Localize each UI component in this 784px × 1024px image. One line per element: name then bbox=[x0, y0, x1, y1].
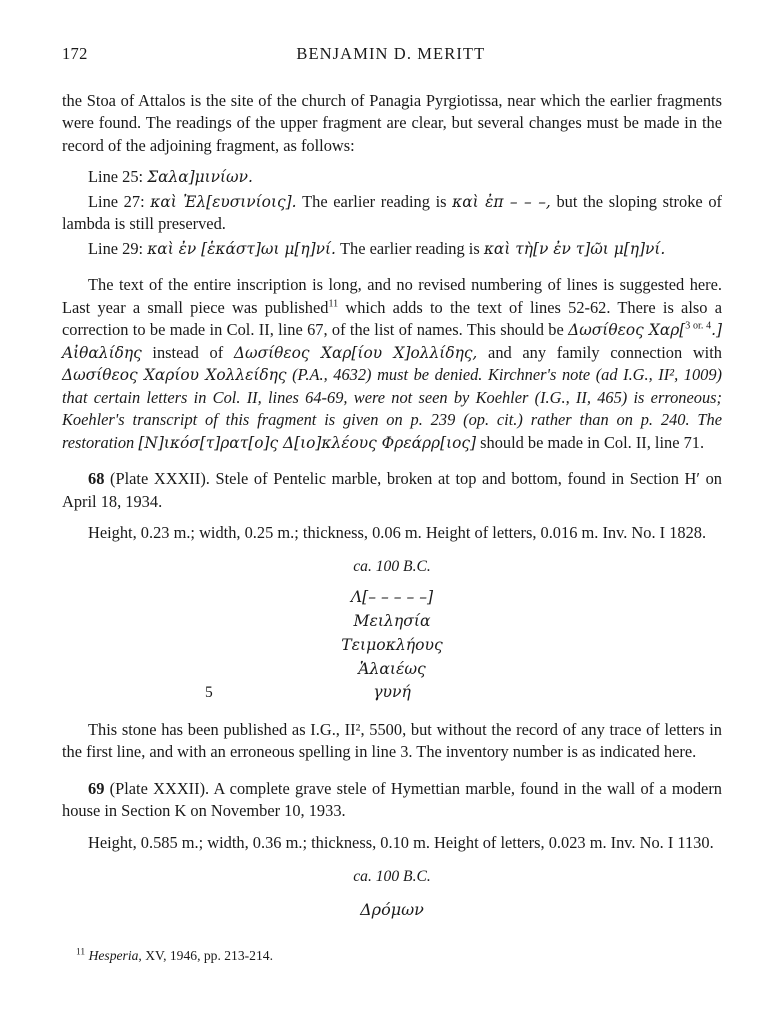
line-29-label: Line 29: bbox=[88, 238, 144, 258]
inscription-line-text: Λ[– – – – –] bbox=[350, 588, 434, 607]
para2-greek-3: Δωσίθεος Χαρίου Χολλείδης bbox=[62, 366, 287, 385]
inscription-line bbox=[257, 634, 527, 658]
inscription-line-text: Τειμοκλήους bbox=[341, 635, 443, 654]
para2-part-c: instead of bbox=[152, 342, 224, 362]
entry-68-number: 68 bbox=[88, 469, 105, 489]
entry-68 bbox=[62, 468, 722, 513]
entry-68-commentary: This stone has been published as I.G., II², 5500, but without the record of any trace of letters in the first line, and with an erroneous spelling in line 3. The inventory number is as indicated here. bbox=[62, 719, 722, 762]
inscription-line-number: 5 bbox=[205, 684, 213, 702]
paragraph-continuation: the Stoa of Attalos is the site of the church of Panagia Pyrgiotissa, near which the earlier fragments were found. The readings of the upper fragment are clear, but several changes must be made in the record of the adjoining fragment, as follows: bbox=[62, 91, 722, 155]
inscription-line bbox=[257, 658, 527, 682]
inscription-line bbox=[257, 610, 527, 634]
para2-part-d: and any family connection with bbox=[488, 342, 722, 362]
entry-69-text: (Plate XXXII). A complete grave stele of Hymettian marble, found in the wall of a modern house in Section K on November 10, 1933. bbox=[62, 778, 722, 821]
line-29-text-mid: The earlier reading is bbox=[340, 238, 480, 258]
entry-68-text: (Plate XXXII). Stele of Pentelic marble, broken at top and bottom, found in Section H′ on April 18, 1934. bbox=[62, 469, 722, 511]
entry-69-number: 69 bbox=[88, 778, 105, 798]
entry-69-date: ca. 100 B.C. bbox=[353, 868, 431, 886]
running-title: BENJAMIN D. MERITT bbox=[296, 44, 486, 63]
entry-68-date: ca. 100 B.C. bbox=[353, 558, 431, 576]
inscription-line-text: γυνή bbox=[373, 683, 411, 702]
line-27-note bbox=[62, 191, 722, 236]
para2-greek-1-sup: 3 or. 4 bbox=[685, 320, 712, 332]
running-head bbox=[62, 44, 722, 64]
line-29-note bbox=[62, 238, 722, 260]
entry-69-inscription-line: Δρόμων bbox=[360, 900, 424, 920]
para2-greek-2: Δωσίθεος Χαρ[ίου Χ]ολλίδης, bbox=[233, 343, 478, 362]
para2-greek-4: [Ν]ικόσ[τ]ρατ[ο]ς Δ[ιο]κλέους Φρεάρρ[ιος] bbox=[138, 433, 477, 452]
page-content bbox=[62, 44, 722, 919]
para2-part-a: The text of the entire inscription is long, and no revised numbering of lines is suggested here. Last year a small piece was published bbox=[62, 275, 722, 317]
entry-69-measurements: Height, 0.585 m.; width, 0.36 m.; thickness, 0.10 m. Height of letters, 0.023 m. Inv. No. I 1130. bbox=[88, 832, 714, 852]
entry-68-measurements: Height, 0.23 m.; width, 0.25 m.; thickness, 0.06 m. Height of letters, 0.016 m. Inv. No. I 1828. bbox=[88, 522, 707, 542]
para2-part-b: which adds to the text of lines 52-62. There is also a correction to be made in Col. II, line 67, of the list of names. This should be bbox=[62, 297, 722, 340]
inscription-line bbox=[257, 586, 527, 610]
line-25-label: Line 25: bbox=[88, 167, 144, 187]
line-29-greek-reading: καὶ ἐν [ἑκάστ]ωι μ[η]νί. bbox=[147, 239, 336, 258]
line-25-greek: Σαλα]μινίων. bbox=[147, 168, 253, 187]
inscription-line bbox=[205, 681, 527, 705]
line-27-text-tail: but the sloping stroke of lambda is still preserved. bbox=[62, 191, 722, 234]
line-29-greek-earlier: καὶ τὴ[ν ἐν τ]ῶι μ[η]νί. bbox=[483, 239, 666, 258]
line-27-label: Line 27: bbox=[88, 191, 145, 211]
footnote-journal: Hesperia bbox=[88, 948, 139, 963]
inscription-line-text: Ἁλαιέως bbox=[358, 659, 426, 678]
page-number: 172 bbox=[62, 44, 88, 63]
para2-part-e: (P.A., 4632) must be denied. Kirchner's note (ad I.G., II², 1009) that certain letters in Col. II, lines 64-69, were not seen by Koehler (I.G., II, 465) is erroneous; Koehler's transcript of this fragment is given on p. 239 (op. cit.) rather than on p. 240. The restoration bbox=[62, 365, 722, 452]
line-27-greek-earlier: καὶ ἐπ – – –, bbox=[452, 192, 551, 211]
footnote-11 bbox=[76, 948, 716, 964]
entry-68-inscription bbox=[205, 586, 527, 704]
paragraph-inscription-discussion bbox=[62, 274, 722, 454]
inscription-line-text: Μειλησία bbox=[353, 612, 431, 631]
footnote-ref-11[interactable]: 11 bbox=[328, 298, 339, 310]
line-25-note bbox=[62, 166, 722, 188]
entry-69 bbox=[62, 778, 722, 823]
para2-greek-1b: .] Αἰθαλίδης bbox=[62, 321, 722, 362]
line-27-text-mid: The earlier reading is bbox=[302, 191, 447, 211]
para2-part-f: should be made in Col. II, line 71. bbox=[480, 432, 705, 452]
footnote-citation: , XV, 1946, pp. 213-214. bbox=[138, 948, 273, 963]
footnote-marker: 11 bbox=[76, 947, 86, 958]
para2-greek-1a: Δωσίθεος Χαρ[ bbox=[568, 321, 686, 340]
line-27-greek-reading: καὶ Ἐλ[ευσινίοις]. bbox=[150, 192, 297, 211]
